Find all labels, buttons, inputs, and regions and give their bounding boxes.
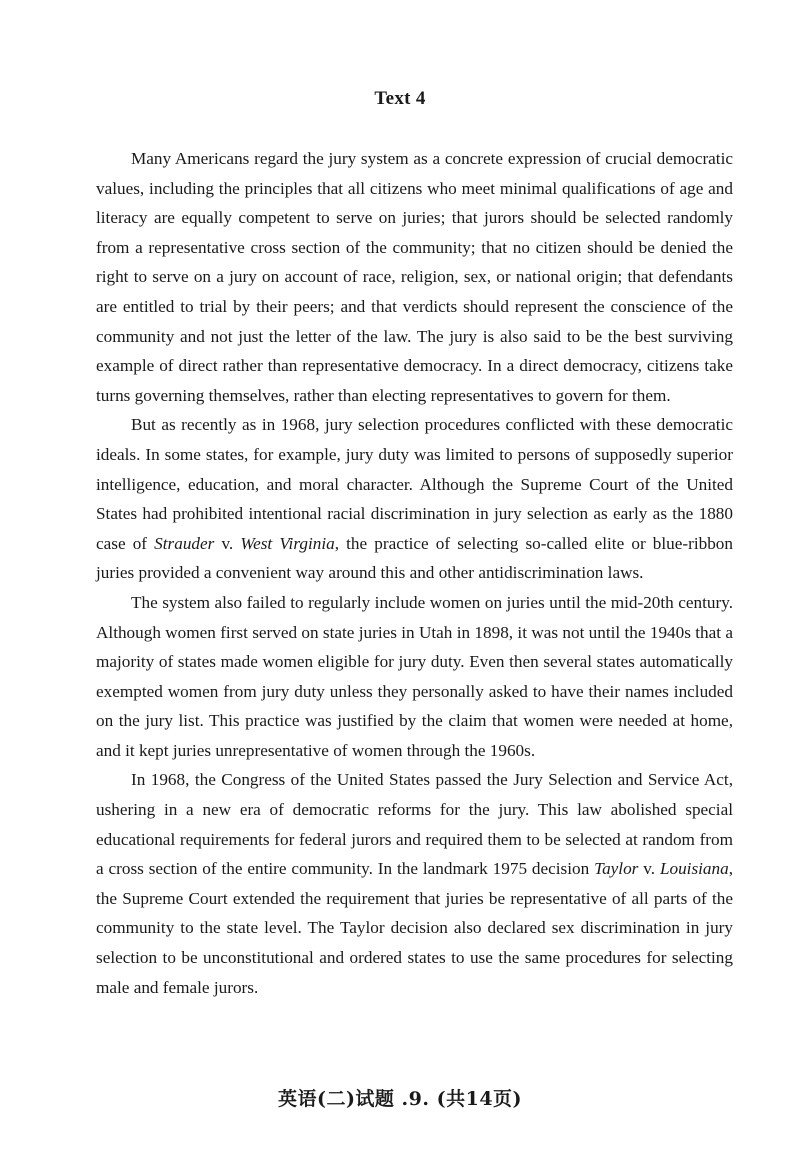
paragraph-3: The system also failed to regularly include women on juries until the mid-20th century. Although women first served on state juries in Utah in 1898, it was not until the 1940s that a majority of states made women eligible for jury duty. Even then several states automatically exempted women from jury duty unless they personally asked to have their names included on the jury list. This practice was justified by the claim that women were needed at home, and it kept juries unrepresentative of women through the 1960s. — [96, 592, 733, 760]
case-versus: v. — [214, 533, 241, 553]
case-name-taylor: Taylor — [594, 859, 639, 879]
case-name-strauder: Strauder — [154, 533, 215, 553]
paragraph-4-text-after: , the Supreme Court extended the requirement that juries be representative of all parts of the community to the state level. The Taylor decision also declared sex discrimination in jury selection to be unconstitutional and ordered states to use the same procedures for selecting male and female jurors. — [96, 859, 734, 997]
page-footer: 英语(二)试题 .9. (共14页) — [277, 1088, 523, 1110]
case-versus: v. — [638, 859, 660, 879]
paragraph-1: Many Americans regard the jury system as a concrete expression of crucial democratic values, including the principles that all citizens who meet minimal qualifications of age and literacy are equally competent to serve on juries; that jurors should be selected randomly from a representative cross section of the community; that no citizen should be denied the right to serve on a jury on account of race, religion, sex, or national origin; that defendants are entitled to trial by their peers; and that verdicts should represent the conscience of the community and not just the letter of the law. The jury is also said to be the best surviving example of direct rather than representative democracy. In a direct democracy, citizens take turns governing themselves, rather than electing representatives to govern for them. — [96, 149, 733, 405]
paragraph-4 — [96, 765, 733, 1002]
passage-body — [96, 144, 733, 1002]
case-name-louisiana: Louisiana — [659, 859, 729, 879]
paragraph-2 — [96, 410, 733, 588]
section-title: Text 4 — [374, 88, 426, 109]
paragraph-2-text-before: But as recently as in 1968, jury selection procedures conflicted with these democratic ideals. In some states, for example, jury duty was limited to persons of supposedly superior intelligence, education, and moral character. Although the Supreme Court of the United States had prohibited intentional racial discrimination in jury selection as early as the 1880 case of — [96, 415, 733, 553]
paragraph-4-text-before: In 1968, the Congress of the United States passed the Jury Selection and Service Act, ushering in a new era of democratic reforms for the jury. This law abolished special educational requirements for federal jurors and required them to be selected at random from a cross section of the entire community. In the landmark 1975 decision — [96, 770, 733, 879]
case-name-west-virginia: West Virginia — [240, 533, 335, 553]
paragraph-2-text-after: , the practice of selecting so-called elite or blue-ribbon juries provided a convenient way around this and other antidiscrimination laws. — [96, 533, 733, 583]
